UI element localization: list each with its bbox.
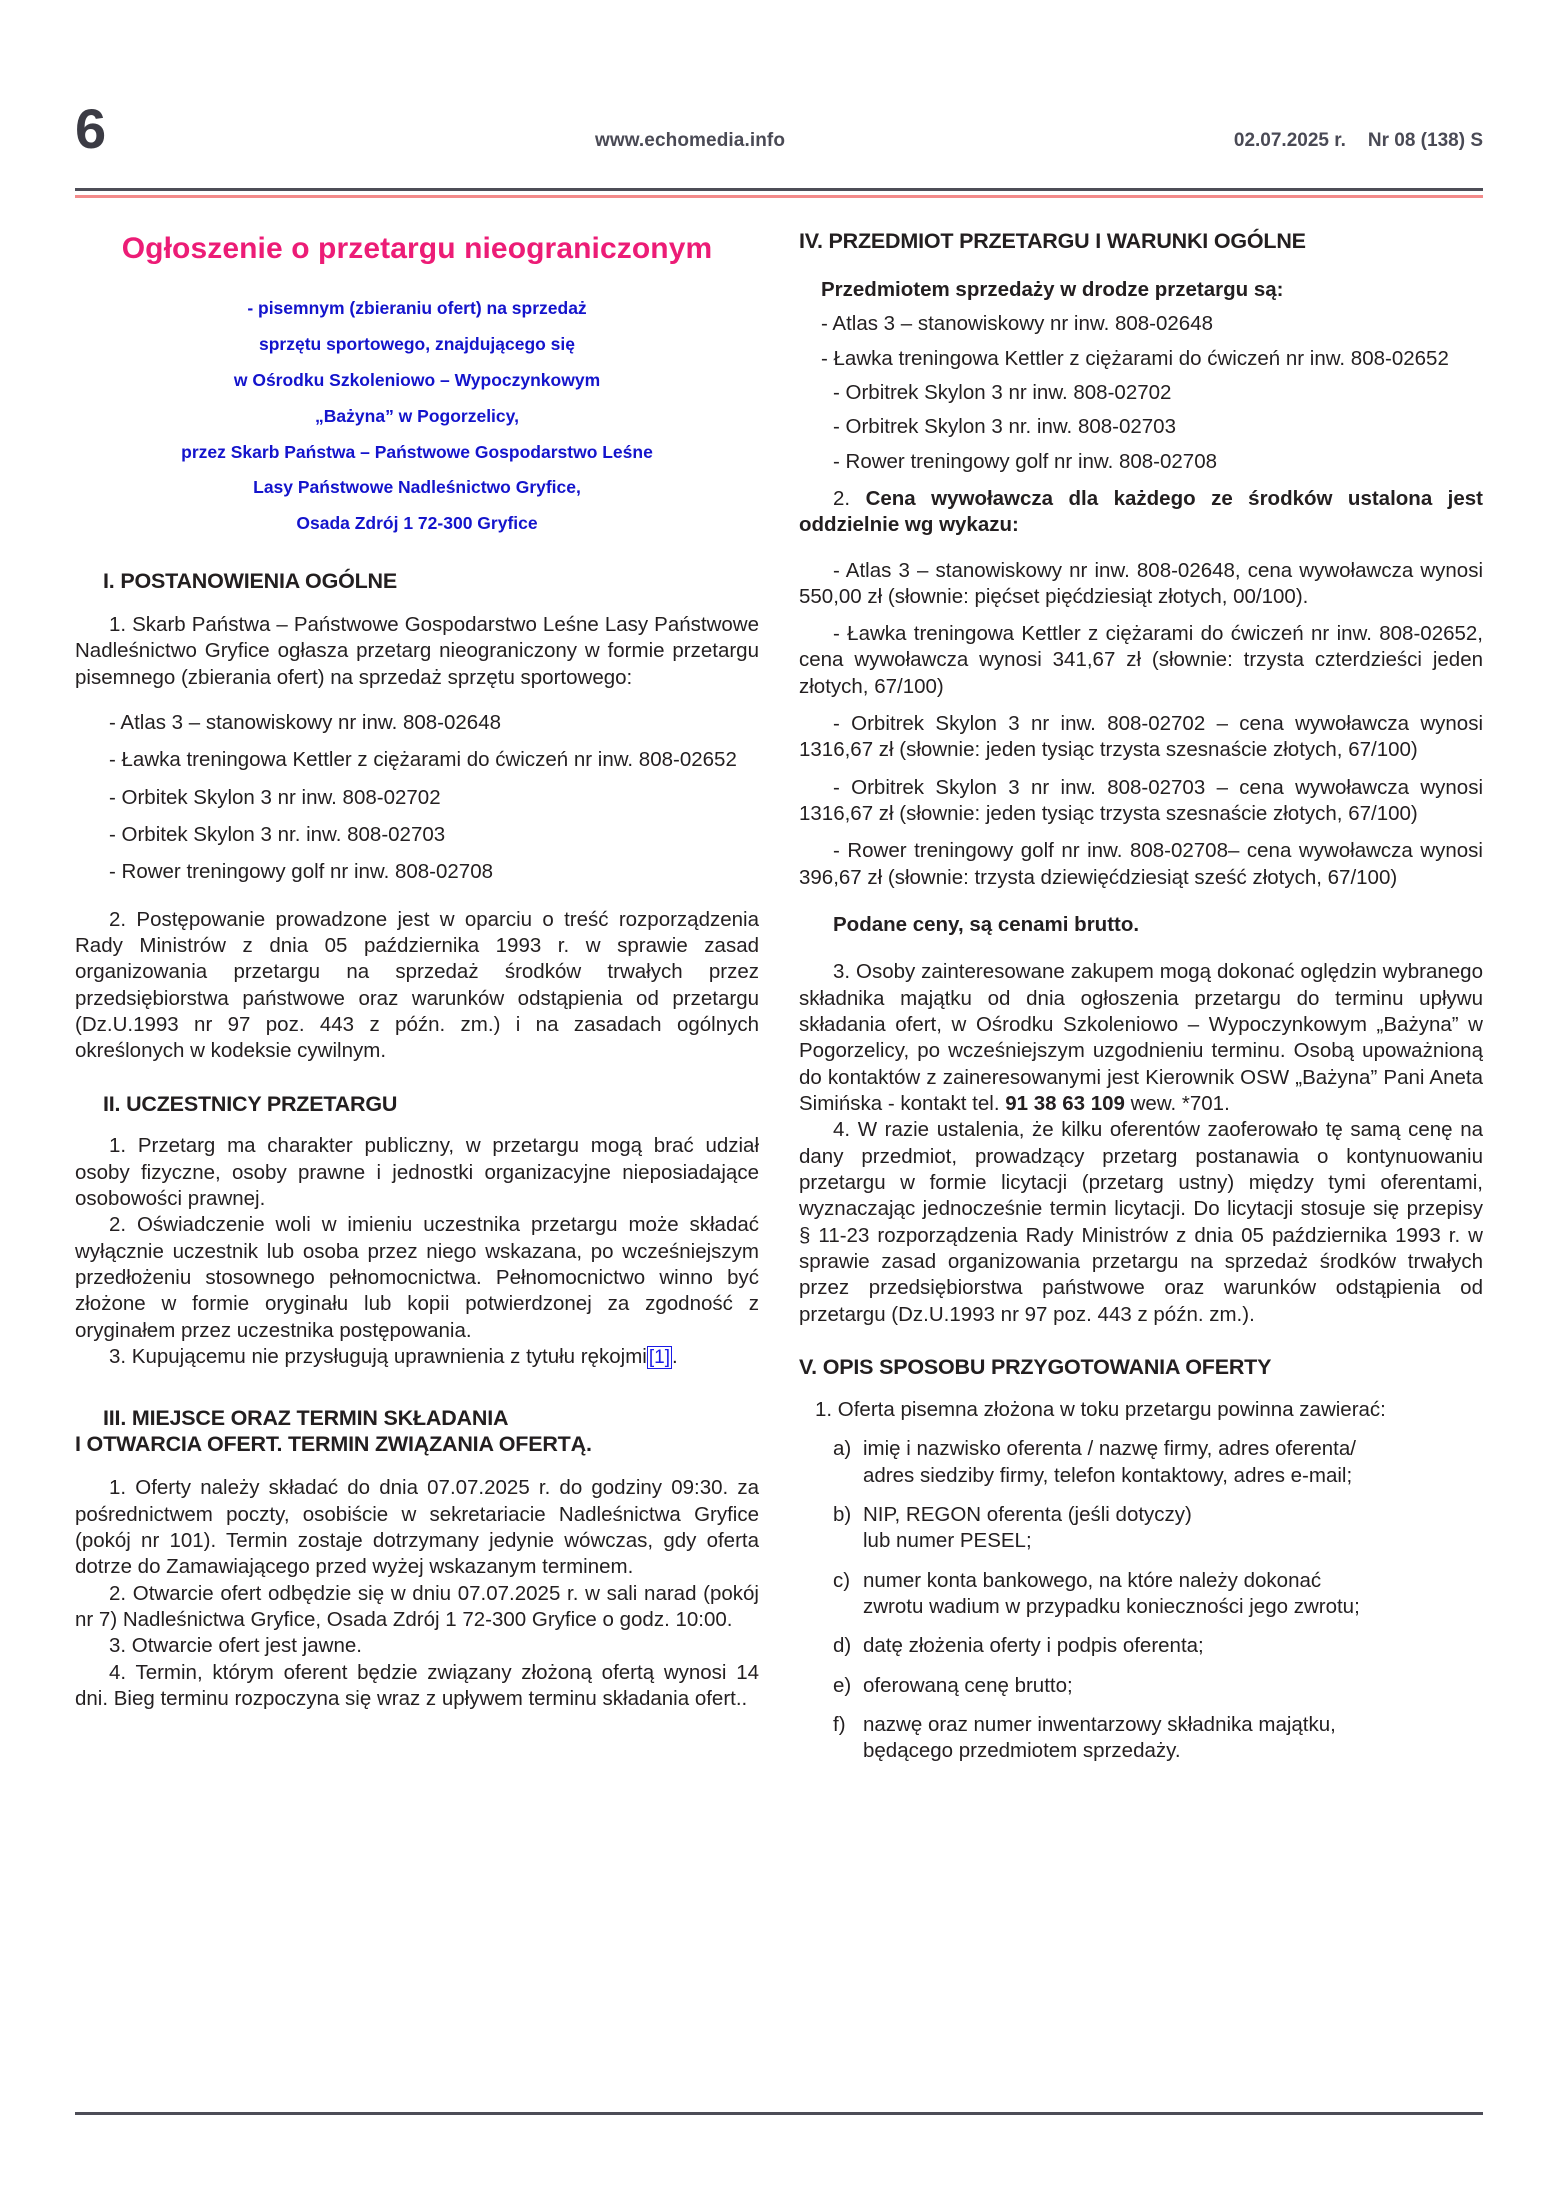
- section-4-paragraph-3-tail: wew. *701.: [1124, 1092, 1230, 1116]
- section-2-paragraph-1: 1. Przetarg ma charakter publiczny, w przetargu mogą brać udział osoby fizyczne, osoby prawne i jednostki organizacyjne nieposiadające osobowości prawnej.: [75, 1134, 759, 1211]
- list-item-marker: e): [833, 1673, 852, 1697]
- section-4-item: - Rower treningowy golf nr inw. 808-02708: [833, 449, 1218, 473]
- section-3-paragraph-1: 1. Oferty należy składać do dnia 07.07.2025 r. do godziny 09:30. za pośrednictwem poczty, osobiście w sekretariacie Nadleśnictwa Gryfice (pokój nr 101). Termin zostaje dotrzymany jedynie wówczas, gdy oferta dotrze do Zamawiającego przed wyżej wskazanym terminem.: [75, 1476, 759, 1579]
- section-4-item: - Atlas 3 – stanowiskowy nr inw. 808-02648: [821, 312, 1213, 336]
- right-column: [799, 224, 1483, 1765]
- subtitle-line: Osada Zdrój 1 72-300 Gryfice: [296, 513, 538, 534]
- list-item: [799, 1712, 1483, 1765]
- section-4-heading: IV. PRZEDMIOT PRZETARGU I WARUNKI OGÓLNE: [799, 229, 1306, 253]
- section-1-heading: I. POSTANOWIENIA OGÓLNE: [103, 569, 398, 594]
- subtitle-line: Lasy Państwowe Nadleśnictwo Gryfice,: [253, 477, 581, 498]
- list-item-line-1: nazwę oraz numer inwentarzowy składnika majątku,: [863, 1712, 1336, 1736]
- footer-divider-rule: [75, 2112, 1483, 2115]
- section-1-item: - Orbitek Skylon 3 nr inw. 808-02702: [109, 785, 441, 809]
- list-item-body: [863, 1712, 1483, 1765]
- list-item-body: [863, 1673, 1483, 1699]
- subtitle-line: przez Skarb Państwa – Państwowe Gospodarstwo Leśne: [181, 441, 653, 462]
- section-4-price-item: - Orbitrek Skylon 3 nr inw. 808-02703 – cena wywoławcza wynosi 1316,67 zł (słownie: jeden tysiąc trzysta szesnaście złotych, 67/100): [799, 775, 1483, 826]
- masthead-issue-number: Nr 08 (138) S: [1367, 130, 1483, 151]
- list-item-line-2: będącego przedmiotem sprzedaży.: [863, 1739, 1181, 1763]
- section-4-price-item: - Atlas 3 – stanowiskowy nr inw. 808-02648, cena wywoławcza wynosi 550,00 zł (słownie: pięćset pięćdziesiąt złotych, 00/100).: [799, 558, 1483, 608]
- masthead-website: www.echomedia.info: [595, 130, 786, 151]
- page-masthead: [75, 0, 1483, 161]
- section-5-paragraph-1: 1. Oferta pisemna złożona w toku przetargu powinna zawierać:: [815, 1397, 1386, 1421]
- list-item-line-1: datę złożenia oferty i podpis oferenta;: [863, 1634, 1204, 1658]
- announcement-subtitle: [75, 291, 759, 542]
- list-item-body: [863, 1502, 1483, 1555]
- section-4-paragraph-2-bold: Cena wywoławcza dla każdego ze środków ustalona jest oddzielnie wg wykazu:: [799, 486, 1484, 537]
- section-2-paragraph-2: 2. Oświadczenie woli w imieniu uczestnika przetargu może składać wyłącznie uczestnik lub osoba przez niego wskazana, po wcześniejszym przedłożeniu stosownego pełnomocnictwa. Pełnomocnictwo winno być złożone w formie oryginału lub kopii potwierdzonej za zgodność z oryginałem przez uczestnika postępowania.: [75, 1213, 759, 1342]
- subtitle-line: w Ośrodku Szkoleniowo – Wypoczynkowym: [233, 369, 601, 390]
- section-2-paragraph-3: [75, 1344, 759, 1370]
- section-4-price-item: - Ławka treningowa Kettler z ciężarami do ćwiczeń nr inw. 808-02652, cena wywoławcza wynosi 341,67 zł (słownie: trzysta czterdzieści jeden złotych, 67/100): [799, 622, 1483, 698]
- header-divider-rule: [75, 188, 1483, 198]
- list-item-marker: c): [833, 1568, 851, 1592]
- subtitle-line: - pisemnym (zbieraniu ofert) na sprzedaż: [247, 298, 587, 318]
- section-3-heading: [75, 1405, 759, 1459]
- left-column: [75, 224, 759, 1765]
- section-4-paragraph-3-text: 3. Osoby zainteresowane zakupem mogą dokonać oględzin wybranego składnika majątku od dnia ogłoszenia przetargu do terminu upływu składania ofert, w Ośrodku Szkoleniowo – Wypoczynkowym „Bażyna” w Pogorzelicy, po wcześniejszym uzgodnieniu terminu. Osobą upoważnioną do kontaktów z zaineresowanymi jest Kierownik OSW „Bażyna” Pani Aneta Simińska - kontakt tel.: [799, 960, 1483, 1116]
- section-3-paragraph-4: 4. Termin, którym oferent będzie związany złożoną ofertą wynosi 14 dni. Bieg terminu rozpoczyna się wraz z upływem terminu składania ofert..: [75, 1660, 759, 1710]
- section-2-paragraph-3-tail: .: [671, 1345, 678, 1369]
- section-1-item: - Rower treningowy golf nr inw. 808-02708: [109, 860, 494, 884]
- list-item-line-1: numer konta bankowego, na które należy dokonać: [863, 1568, 1322, 1592]
- section-4-paragraph-2: [799, 486, 1483, 539]
- list-item-marker: f): [833, 1712, 846, 1736]
- masthead-date: 02.07.2025 r.: [1233, 130, 1346, 151]
- section-2-paragraph-3-text: 3. Kupującemu nie przysługują uprawnienia z tytułu rękojmi: [109, 1345, 647, 1369]
- list-item: [799, 1673, 1483, 1699]
- section-4-brutto-note: Podane ceny, są cenami brutto.: [833, 913, 1140, 937]
- section-3-paragraph-2: 2. Otwarcie ofert odbędzie się w dniu 07.07.2025 r. w sali narad (pokój nr 7) Nadleśnictwa Gryfice, Osada Zdrój 1 72-300 Gryfice o godz. 10:00.: [75, 1581, 759, 1631]
- announcement-title: Ogłoszenie o przetargu nieograniczonym: [121, 232, 713, 265]
- section-3-heading-line-2: I OTWARCIA OFERT. TERMIN ZWIĄZANIA OFERTĄ.: [75, 1432, 592, 1457]
- section-1-paragraph-2: 2. Postępowanie prowadzone jest w oparciu o treść rozporządzenia Rady Ministrów z dnia 05 października 1993 r. w sprawie zasad organizowania przetargu na sprzedaż środków trwałych przez przedsiębiorstwa państwowe oraz warunków odstąpienia od przetargu (Dz.U.1993 nr 97 poz. 443 z późn. zm.) i na zasadach ogólnych określonych w kodeksie cywilnym.: [75, 907, 759, 1063]
- list-item: [799, 1436, 1483, 1489]
- section-5-lettered-list: [799, 1436, 1483, 1764]
- list-item-marker: d): [833, 1634, 852, 1658]
- section-4-paragraph-3: [799, 959, 1483, 1117]
- list-item-marker: b): [833, 1502, 852, 1526]
- list-item-line-1: NIP, REGON oferenta (jeśli dotyczy): [863, 1502, 1192, 1526]
- article-columns: [75, 224, 1483, 1765]
- list-item-line-2: zwrotu wadium w przypadku konieczności jego zwrotu;: [863, 1594, 1360, 1618]
- subtitle-line: sprzętu sportowego, znajdującego się: [258, 333, 576, 354]
- contact-phone-number: 91 38 63 109: [1005, 1092, 1125, 1116]
- section-4-item: - Ławka treningowa Kettler z ciężarami do ćwiczeń nr inw. 808-02652: [821, 346, 1449, 370]
- section-4-item: - Orbitrek Skylon 3 nr inw. 808-02702: [833, 380, 1172, 404]
- list-item-body: [863, 1633, 1483, 1659]
- section-4-price-item: - Rower treningowy golf nr inw. 808-02708– cena wywoławcza wynosi 396,67 zł (słownie: trzysta dziewięćdziesiąt sześć złotych, 67/100): [799, 839, 1483, 889]
- section-1-item: - Ławka treningowa Kettler z ciężarami do ćwiczeń nr inw. 808-02652: [109, 748, 737, 772]
- section-4-item: - Orbitrek Skylon 3 nr. inw. 808-02703: [833, 415, 1176, 439]
- list-item-body: [863, 1436, 1483, 1489]
- section-1-paragraph-1: 1. Skarb Państwa – Państwowe Gospodarstwo Leśne Lasy Państwowe Nadleśnictwo Gryfice ogłasza przetarg nieograniczony w formie przetargu pisemnego (zbierania ofert) na sprzedaż sprzętu sportowego:: [75, 613, 759, 689]
- list-item-line-1: imię i nazwisko oferenta / nazwę firmy, adres oferenta/: [863, 1437, 1356, 1461]
- section-3-paragraph-3: 3. Otwarcie ofert jest jawne.: [109, 1634, 362, 1658]
- list-item-line-2: lub numer PESEL;: [863, 1529, 1032, 1553]
- section-4-paragraph-4: 4. W razie ustalenia, że kilku oferentów zaoferowało tę samą cenę na dany przedmiot, prowadzący przetarg postanawia o kontynuowaniu przetargu w formie licytacji (przetarg ustny) między tymi oferentami, wyznaczając jednocześnie termin licytacji. Do licytacji stosuje się przepisy § 11-23 rozporządzenia Rady Ministrów z dnia 05 października 1993 r. w sprawie zasad organizowania przetargu na sprzedaż środków trwałych przez przedsiębiorstwa państwowe oraz warunków odstąpienia od przetargu (Dz.U.1993 nr 97 poz. 443 z późn. zm.).: [799, 1118, 1483, 1326]
- section-3-heading-line-1: III. MIEJSCE ORAZ TERMIN SKŁADANIA: [103, 1405, 509, 1430]
- section-4-price-item: - Orbitrek Skylon 3 nr inw. 808-02702 – cena wywoławcza wynosi 1316,67 zł (słownie: jeden tysiąc trzysta szesnaście złotych, 67/100): [799, 712, 1483, 762]
- list-item: [799, 1568, 1483, 1621]
- list-item: [799, 1633, 1483, 1659]
- section-5-heading: V. OPIS SPOSOBU PRZYGOTOWANIA OFERTY: [799, 1355, 1272, 1380]
- list-item-line-2: adres siedziby firmy, telefon kontaktowy, adres e-mail;: [863, 1463, 1353, 1487]
- section-4-paragraph-2-number: 2.: [833, 486, 866, 510]
- masthead-issue-info: [925, 130, 1483, 152]
- footnote-link-1[interactable]: [1]: [648, 1347, 670, 1369]
- list-item-body: [863, 1568, 1483, 1621]
- section-1-item: - Orbitek Skylon 3 nr. inw. 808-02703: [109, 822, 446, 846]
- list-item-line-1: oferowaną cenę brutto;: [863, 1673, 1073, 1697]
- section-4-lead: Przedmiotem sprzedaży w drodze przetargu są:: [821, 277, 1284, 301]
- page-number: 6: [75, 97, 106, 161]
- subtitle-line: „Bażyna” w Pogorzelicy,: [315, 405, 519, 426]
- list-item: [799, 1502, 1483, 1555]
- list-item-marker: a): [833, 1437, 852, 1461]
- section-2-heading: II. UCZESTNICY PRZETARGU: [103, 1091, 398, 1116]
- section-1-item: - Atlas 3 – stanowiskowy nr inw. 808-02648: [109, 710, 501, 734]
